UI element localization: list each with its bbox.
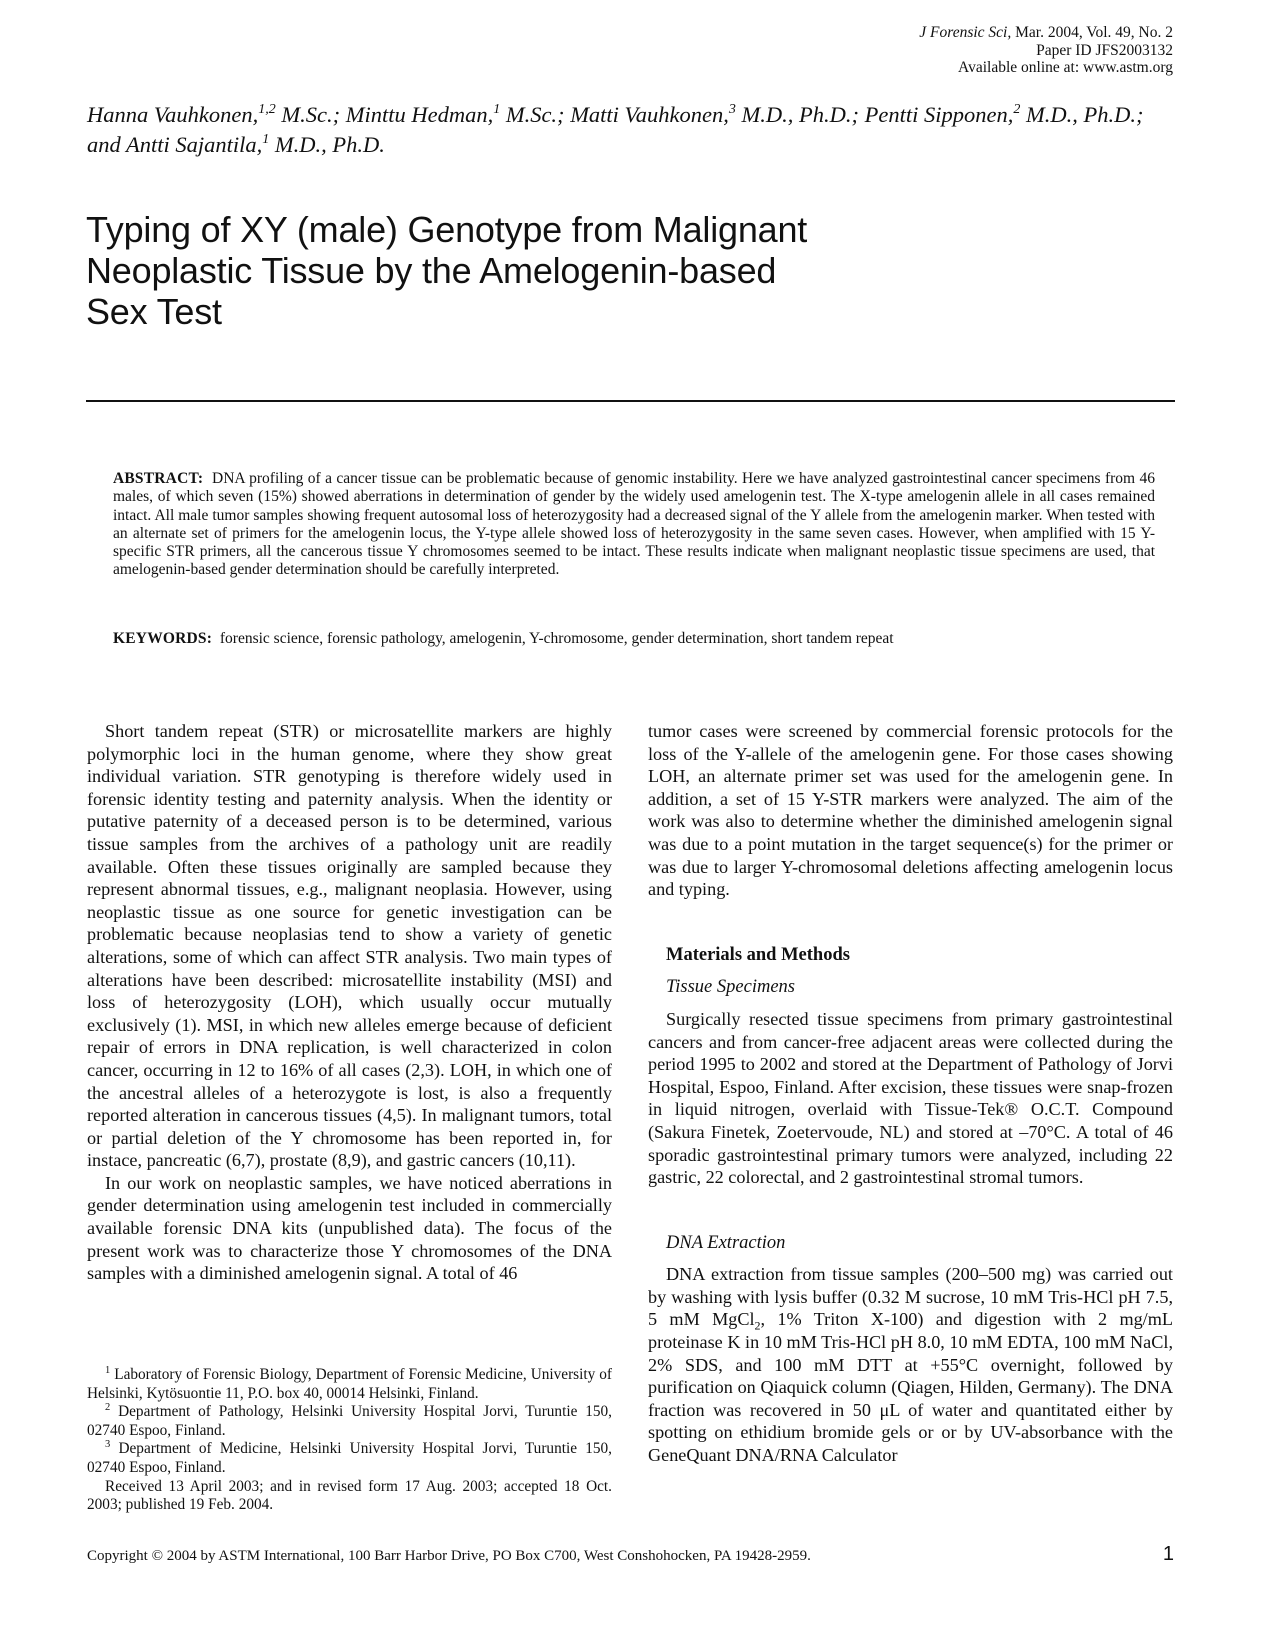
abstract-text: DNA profiling of a cancer tissue can be problematic because of genomic instability. Here we have analyzed gastrointestinal cancer specimens from 46 males, of which seven (15%) showed aberrations in determination of gender by the widely used amelogenin test. The X-type amelogenin allele in all cases remained intact. All male tumor samples showing frequent autosomal loss of heterozygosity had a decreased signal of the Y allele from the amelogenin marker. When tested with an alternate set of primers for the amelogenin locus, the Y-type allele showed loss of heterozygosity in the same seven cases. However, when amplified with 15 Y-specific STR primers, all the cancerous tissue Y chromosomes seemed to be intact. These results indicate when malignant neoplastic tissue specimens are used, that amelogenin-based gender determination should be carefully interpreted.: [113, 470, 1156, 579]
body-column-right: [648, 720, 1173, 1467]
journal-info: [919, 24, 1173, 77]
footnote-mark: 1: [105, 1364, 111, 1376]
footnote: [87, 1366, 612, 1403]
footnote: [87, 1440, 612, 1477]
keywords: [113, 630, 1155, 648]
footnote-mark: 2: [105, 1402, 111, 1414]
footnote-text: Department of Medicine, Helsinki University Hospital Jorvi, Turuntie 150, 02740 Espoo, Finland.: [87, 1440, 612, 1476]
author-degree: M.D., Ph.D.: [269, 132, 385, 157]
author-name: Pentti Sipponen,: [864, 102, 1014, 127]
author-affiliation: 1: [262, 131, 270, 147]
title-divider: [86, 400, 1175, 402]
journal-citation: [919, 24, 1173, 42]
author-affiliation: 2: [1013, 101, 1021, 117]
author-affiliation: 3: [728, 101, 736, 117]
author-name: Antti Sajantila,: [125, 132, 263, 157]
footnote-text: Department of Pathology, Helsinki University Hospital Jorvi, Turuntie 150, 02740 Espoo, Finland.: [87, 1403, 612, 1439]
subscript: 2: [754, 1319, 761, 1334]
keywords-label: KEYWORDS:: [113, 630, 213, 647]
abstract: [113, 470, 1155, 580]
footnote-mark: 3: [105, 1439, 111, 1451]
page-number: 1: [1162, 1543, 1174, 1565]
intro-paragraph: Short tandem repeat (STR) or microsatellite markers are highly polymorphic loci in the human genome, where they show great individual variation. STR genotyping is therefore widely used in forensic identity testing and paternity analysis. When the identity or putative paternity of a deceased person is to be determined, various tissue samples from the archives of a pathology unit are readily available. Often these tissues originally are sampled because they represent abnormal tissues, e.g., malignant neoplasia. However, using neoplastic tissue as one source for genetic investigation can be problematic because neoplasias tend to show a variety of genetic alterations, some of which can affect STR analysis. Two main types of alterations have been described: microsatellite instability (MSI) and loss of heterozygosity (LOH), which usually occur mutually exclusively (1). MSI, in which new alleles emerge because of deficient repair of errors in DNA replication, is well characterized in colon cancer, occurring in 12 to 16% of all cases (2,3). LOH, in which one of the ancestral alleles of a heterozygote is lost, is also a frequently reported alteration in cancerous tissues (4,5). In malignant tumors, total or partial deletion of the Y chromosome has been reported in, for instace, pancreatic (6,7), prostate (8,9), and gastric cancers (10,11).: [87, 721, 612, 1171]
title-line: Typing of XY (male) Genotype from Malignant: [86, 209, 808, 250]
author-name: Matti Vauhkonen,: [570, 102, 729, 127]
methods-text: DNA extraction from tissue samples (200–500 mg) was carried out by washing with lysis buffer (0.32 M sucrose, 10 mM Tris-HCl pH 7.5, 5 mM MgCl: [648, 1264, 1173, 1330]
methods-text: , 1% Triton X-100) and digestion with 2 mg/mL proteinase K in 10 mM Tris-HCl pH 8.0, 10 mM EDTA, 100 mM NaCl, 2% SDS, and 100 mM DTT at +55°C overnight, followed by purification on Qiaquick column (Qiagen, Hilden, Germany). The DNA fraction was recovered in 50 μL of water and quantitated either by spotting on ethidium bromide gels or or by UV-absorbance with the GeneQuant DNA/RNA Calculator: [648, 1309, 1173, 1466]
footnotes: [87, 1366, 612, 1515]
author-degree: M.D., Ph.D.; and: [87, 102, 1144, 157]
footnote-text: Laboratory of Forensic Biology, Department of Forensic Medicine, University of Helsinki, Kytösuontie 11, P.O. box 40, 00014 Helsinki, Finland.: [87, 1366, 612, 1402]
author-list: [87, 100, 1177, 160]
paper-title: [86, 209, 886, 332]
author-name: Hanna Vauhkonen,: [87, 102, 259, 127]
subsection-heading: DNA Extraction: [666, 1232, 786, 1253]
author-name: Minttu Hedman,: [345, 102, 494, 127]
author-affiliation: 1: [493, 101, 501, 117]
journal-issue: Mar. 2004, Vol. 49, No. 2: [1011, 24, 1173, 41]
paper-id: Paper ID JFS2003132: [1036, 41, 1173, 59]
methods-paragraph: Surgically resected tissue specimens from primary gastrointestinal cancers and from cancer-free adjacent areas were collected during the period 1995 to 2002 and stored at the Department of Pathology of Jorvi Hospital, Espoo, Finland. After excision, these tissues were snap-frozen in liquid nitrogen, overlaid with Tissue-Tek® O.C.T. Compound (Sakura Finetek, Zoetervoude, NL) and stored at –70°C. A total of 46 sporadic gastrointestinal primary tumors were analyzed, including 22 gastric, 22 colorectal, and 2 gastrointestinal stromal tumors.: [648, 1008, 1173, 1188]
author-degree: M.D., Ph.D.;: [735, 102, 865, 127]
title-line: Neoplastic Tissue by the Amelogenin-based: [86, 250, 777, 291]
abstract-label: ABSTRACT:: [113, 470, 204, 487]
intro-paragraph-continued: tumor cases were screened by commercial forensic protocols for the loss of the Y-allele of the amelogenin gene. For those cases showing LOH, an alternate primer set was used for the amelogenin gene. In addition, a set of 15 Y-STR markers were analyzed. The aim of the work was also to determine whether the diminished amelogenin signal was due to a point mutation in the target sequence(s) for the primer or was due to larger Y-chromosomal deletions affecting amelogenin locus and typing.: [648, 721, 1173, 900]
copyright-notice: Copyright © 2004 by ASTM International, 100 Barr Harbor Drive, PO Box C700, West Conshohocken, PA 19428-2959.: [87, 1548, 811, 1564]
methods-paragraph: [648, 1263, 1173, 1466]
journal-name: J Forensic Sci,: [919, 24, 1012, 41]
subsection-heading: Tissue Specimens: [666, 977, 795, 998]
footnote: [87, 1403, 612, 1440]
title-line: Sex Test: [86, 291, 222, 332]
section-heading: Materials and Methods: [666, 944, 850, 965]
online-availability: Available online at: www.astm.org: [958, 59, 1173, 76]
keywords-text: forensic science, forensic pathology, amelogenin, Y-chromosome, gender determination, short tandem repeat: [219, 630, 894, 647]
body-column-left: [87, 720, 612, 1285]
intro-paragraph: In our work on neoplastic samples, we have noticed aberrations in gender determination using amelogenin test included in commercially available forensic DNA kits (unpublished data). The focus of the present work was to characterize those Y chromosomes of the DNA samples with a diminished amelogenin signal. A total of 46: [87, 1172, 612, 1284]
author-degree: M.Sc.;: [275, 102, 346, 127]
author-affiliation: 1,2: [258, 101, 276, 117]
received-dates: Received 13 April 2003; and in revised form 17 Aug. 2003; accepted 18 Oct. 2003; published 19 Feb. 2004.: [87, 1477, 612, 1514]
author-degree: M.Sc.;: [500, 102, 571, 127]
